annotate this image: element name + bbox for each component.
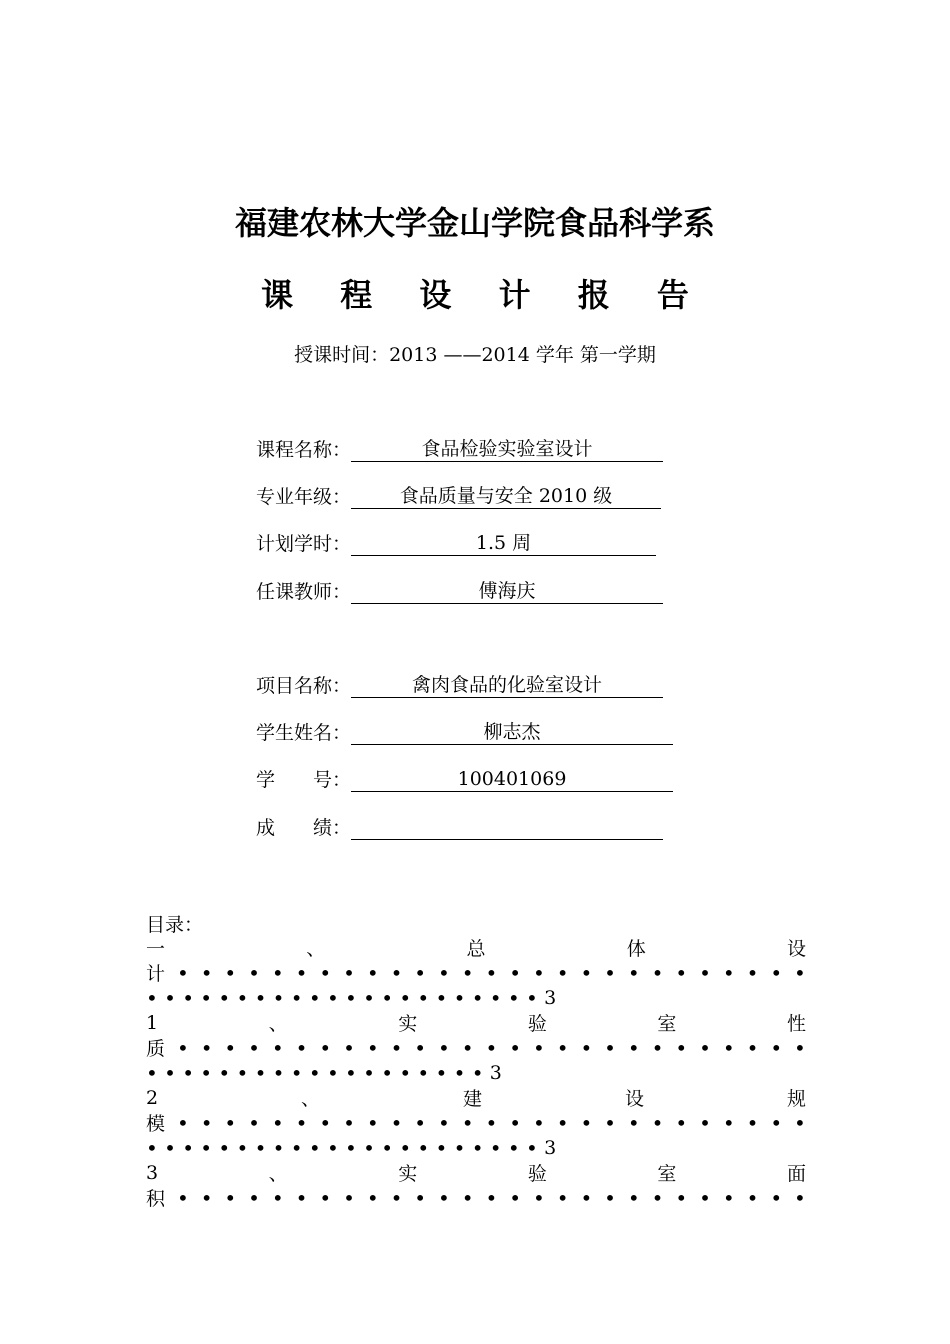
leader-dot: •: [295, 1035, 308, 1060]
toc-char: 质: [146, 1038, 166, 1060]
student-id-label: 学 号：: [256, 769, 352, 791]
term-line: 授课时间：2013 ——2014 学年 第一学期: [294, 344, 656, 366]
toc-char: 模: [146, 1113, 166, 1135]
leader-dot: •: [532, 1110, 545, 1135]
toc-char: 设: [624, 1088, 644, 1110]
leader-dot: •: [295, 960, 308, 985]
toc-char: 验: [527, 1163, 547, 1185]
leader-dot: •: [218, 1060, 231, 1085]
teacher-label: 任课教师：: [256, 581, 352, 603]
toc-char: 、: [268, 1163, 288, 1185]
leader-dot: •: [414, 960, 427, 985]
leader-dot: •: [200, 1060, 213, 1085]
leader-dot: •: [722, 1185, 735, 1210]
leader-dot: •: [580, 960, 593, 985]
leader-dot: •: [509, 1035, 522, 1060]
leader-dot: •: [770, 960, 783, 985]
student-id-value: 100401069: [351, 767, 673, 792]
leader-dot: •: [366, 1035, 379, 1060]
leader-dot: •: [218, 985, 231, 1010]
leader-dot: •: [556, 1035, 569, 1060]
leader-dot: •: [271, 1035, 284, 1060]
toc-page-number: 3: [544, 986, 557, 1009]
leader-dot: •: [699, 1110, 711, 1135]
leader-dot: •: [200, 1185, 213, 1210]
toc-char: 总: [466, 938, 486, 960]
hours-value: 1.5 周: [351, 531, 656, 556]
institution-title: 福建农林大学金山学院食品科学系: [234, 204, 715, 242]
project-label: 项目名称：: [256, 675, 352, 697]
leader-dot: •: [722, 1035, 735, 1060]
leader-dot: •: [176, 1110, 189, 1135]
toc-item1-line2: [146, 960, 806, 985]
major-value: 食品质量与安全 2010 级: [351, 484, 661, 509]
leader-dot: •: [438, 1185, 450, 1210]
leader-dot: •: [471, 1135, 484, 1160]
leader-dot: •: [272, 985, 285, 1010]
leader-dot: •: [176, 1035, 189, 1060]
leader-dot: •: [254, 1135, 267, 1160]
leader-dot: •: [414, 1110, 427, 1135]
leader-dot: •: [200, 1135, 213, 1160]
leader-dot: •: [651, 960, 664, 985]
leader-dot: •: [343, 1035, 355, 1060]
leader-dot: •: [438, 1035, 450, 1060]
leader-dot: •: [200, 1110, 213, 1135]
leader-dot: •: [438, 1110, 450, 1135]
leader-dot: •: [580, 1185, 593, 1210]
leader-dot: •: [532, 1035, 545, 1060]
leader-dot: •: [248, 1035, 260, 1060]
leader-dot: •: [345, 985, 357, 1010]
leader-dot: •: [794, 1110, 806, 1135]
leader-dot: •: [390, 1185, 403, 1210]
leader-dot: •: [675, 1110, 688, 1135]
leader-dot: •: [176, 960, 189, 985]
toc-char: 计: [146, 963, 166, 985]
leader-dot: •: [381, 985, 394, 1010]
leader-dot: •: [399, 1060, 412, 1085]
leader-dot: •: [746, 960, 759, 985]
leader-dot: •: [224, 1185, 237, 1210]
leader-dot: •: [770, 1110, 783, 1135]
leader-dot: •: [290, 1135, 303, 1160]
leader-dot: •: [417, 985, 430, 1010]
grade-field: [256, 812, 663, 840]
course-name-field: [256, 434, 663, 462]
report-title: 课 程 设 计 报 告: [261, 276, 707, 314]
leader-dot: •: [399, 1135, 412, 1160]
toc-char: 积: [146, 1188, 166, 1210]
leader-dot: •: [326, 1135, 339, 1160]
leader-dot: •: [675, 1185, 688, 1210]
leader-dot: •: [604, 1185, 616, 1210]
leader-dot: •: [164, 1060, 176, 1085]
toc-char: 、: [268, 1013, 288, 1035]
leader-dot: •: [366, 1110, 379, 1135]
teacher-field: [256, 576, 663, 604]
course-name-value: 食品检验实验室设计: [351, 437, 663, 462]
leader-dot: •: [319, 1185, 332, 1210]
toc-char: 1: [146, 1011, 159, 1034]
leader-dot: •: [627, 1035, 640, 1060]
leader-dot: •: [770, 1035, 783, 1060]
toc-char: 2: [146, 1086, 159, 1109]
leader-dot: •: [461, 1035, 474, 1060]
leader-dot: •: [746, 1110, 759, 1135]
leader-dot: •: [224, 1110, 237, 1135]
toc-item3-line2: [146, 1110, 806, 1135]
leader-dot: •: [248, 960, 260, 985]
leader-dot: •: [675, 960, 688, 985]
leader-dot: •: [435, 1135, 448, 1160]
hours-field: [256, 528, 656, 556]
toc-char: 实: [398, 1163, 418, 1185]
leader-dot: •: [651, 1185, 664, 1210]
toc-char: 验: [527, 1013, 547, 1035]
hours-label: 计划学时：: [256, 533, 352, 555]
project-value: 禽肉食品的化验室设计: [351, 673, 663, 698]
leader-dot: •: [699, 1035, 711, 1060]
leader-dot: •: [200, 960, 213, 985]
leader-dot: •: [295, 1185, 308, 1210]
toc-page-number: 3: [544, 1136, 557, 1159]
leader-dot: •: [461, 1185, 474, 1210]
leader-dot: •: [164, 985, 176, 1010]
toc-item4-line2: [146, 1185, 806, 1210]
toc-char: 面: [786, 1163, 806, 1185]
leader-dot: •: [381, 1135, 394, 1160]
leader-dot: •: [627, 1110, 640, 1135]
leader-dot: •: [236, 1060, 249, 1085]
course-name-label: 课程名称：: [256, 439, 352, 461]
leader-dot: •: [164, 1135, 176, 1160]
leader-dot: •: [485, 1185, 498, 1210]
leader-dot: •: [146, 1060, 158, 1085]
toc-item3-line3: [146, 1135, 806, 1160]
grade-label: 成 绩：: [256, 817, 352, 839]
toc-char: 设: [786, 938, 806, 960]
leader-dot: •: [182, 985, 194, 1010]
toc-char: 、: [306, 938, 326, 960]
leader-dot: •: [722, 960, 735, 985]
leader-dot: •: [146, 985, 158, 1010]
leader-dot: •: [363, 1060, 375, 1085]
toc-char: 、: [301, 1088, 321, 1110]
leader-dot: •: [390, 1035, 403, 1060]
leader-dot: •: [525, 1135, 538, 1160]
toc-char: 室: [657, 1163, 677, 1185]
teacher-value: 傅海庆: [351, 579, 663, 604]
leader-dot: •: [417, 1135, 430, 1160]
toc-item2-line2: [146, 1035, 806, 1060]
leader-dot: •: [366, 1185, 379, 1210]
major-field: [256, 481, 661, 509]
leader-dot: •: [604, 960, 616, 985]
leader-dot: •: [271, 1110, 284, 1135]
leader-dot: •: [435, 1060, 448, 1085]
leader-dot: •: [319, 960, 332, 985]
leader-dot: •: [345, 1135, 357, 1160]
leader-dot: •: [414, 1035, 427, 1060]
leader-dot: •: [556, 1110, 569, 1135]
leader-dot: •: [254, 985, 267, 1010]
student-field: [256, 717, 673, 745]
grade-value: [351, 815, 663, 840]
toc-item2-line3: [146, 1060, 806, 1085]
leader-dot: •: [746, 1185, 759, 1210]
leader-dot: •: [366, 960, 379, 985]
leader-dot: •: [326, 1060, 339, 1085]
leader-dot: •: [176, 1185, 189, 1210]
leader-dot: •: [224, 1035, 237, 1060]
leader-dot: •: [343, 960, 355, 985]
leader-dot: •: [580, 1035, 593, 1060]
leader-dot: •: [414, 1185, 427, 1210]
leader-dot: •: [435, 985, 448, 1010]
leader-dot: •: [461, 1110, 474, 1135]
leader-dot: •: [453, 1060, 466, 1085]
leader-dot: •: [509, 1185, 522, 1210]
leader-dot: •: [532, 960, 545, 985]
leader-dot: •: [218, 1135, 231, 1160]
leader-dot: •: [722, 1110, 735, 1135]
toc-item2-line1: [146, 1010, 806, 1035]
leader-dot: •: [438, 960, 450, 985]
leader-dot: •: [604, 1110, 616, 1135]
leader-dot: •: [224, 960, 237, 985]
project-field: [256, 670, 663, 698]
leader-dot: •: [489, 985, 502, 1010]
leader-dot: •: [489, 1135, 502, 1160]
leader-dot: •: [271, 960, 284, 985]
leader-dot: •: [295, 1110, 308, 1135]
leader-dot: •: [525, 985, 538, 1010]
leader-dot: •: [507, 1135, 520, 1160]
leader-dot: •: [248, 1185, 260, 1210]
leader-dot: •: [146, 1135, 158, 1160]
student-value: 柳志杰: [351, 720, 673, 745]
leader-dot: •: [699, 1185, 711, 1210]
leader-dot: •: [254, 1060, 267, 1085]
leader-dot: •: [308, 1060, 321, 1085]
leader-dot: •: [485, 1110, 498, 1135]
leader-dot: •: [319, 1110, 332, 1135]
leader-dot: •: [308, 1135, 321, 1160]
toc-char: 性: [786, 1013, 806, 1035]
leader-dot: •: [399, 985, 412, 1010]
leader-dot: •: [770, 1185, 783, 1210]
toc-char: 一: [146, 938, 166, 960]
leader-dot: •: [580, 1110, 593, 1135]
toc-char: 室: [657, 1013, 677, 1035]
leader-dot: •: [675, 1035, 688, 1060]
student-label: 学生姓名：: [256, 722, 352, 744]
leader-dot: •: [363, 1135, 375, 1160]
leader-dot: •: [381, 1060, 394, 1085]
leader-dot: •: [604, 1035, 616, 1060]
leader-dot: •: [485, 960, 498, 985]
leader-dot: •: [651, 1110, 664, 1135]
leader-dot: •: [182, 1135, 194, 1160]
toc-char: 建: [463, 1088, 483, 1110]
leader-dot: •: [236, 1135, 249, 1160]
leader-dot: •: [308, 985, 321, 1010]
student-id-field: [256, 764, 673, 792]
leader-dot: •: [509, 960, 522, 985]
leader-dot: •: [794, 1035, 806, 1060]
leader-dot: •: [290, 1060, 303, 1085]
leader-dot: •: [651, 1035, 664, 1060]
leader-dot: •: [794, 1185, 806, 1210]
toc-title: 目录：: [146, 914, 204, 936]
toc-char: 体: [626, 938, 646, 960]
leader-dot: •: [236, 985, 249, 1010]
leader-dot: •: [461, 960, 474, 985]
leader-dot: •: [699, 960, 711, 985]
leader-dot: •: [271, 1185, 284, 1210]
leader-dot: •: [509, 1110, 522, 1135]
leader-dot: •: [200, 1035, 213, 1060]
leader-dot: •: [390, 960, 403, 985]
leader-dot: •: [471, 985, 484, 1010]
leader-dot: •: [343, 1110, 355, 1135]
toc-char: 3: [146, 1161, 159, 1184]
leader-dot: •: [746, 1035, 759, 1060]
leader-dot: •: [182, 1060, 194, 1085]
toc-item1-line1: [146, 935, 806, 960]
leader-dot: •: [556, 960, 569, 985]
leader-dot: •: [471, 1060, 484, 1085]
leader-dot: •: [319, 1035, 332, 1060]
leader-dot: •: [248, 1110, 260, 1135]
toc-char: 规: [786, 1088, 806, 1110]
leader-dot: •: [556, 1185, 569, 1210]
leader-dot: •: [290, 985, 303, 1010]
leader-dot: •: [417, 1060, 430, 1085]
leader-dot: •: [507, 985, 520, 1010]
toc-item1-line3: [146, 985, 806, 1010]
leader-dot: •: [532, 1185, 545, 1210]
leader-dot: •: [627, 1185, 640, 1210]
leader-dot: •: [272, 1060, 285, 1085]
leader-dot: •: [453, 1135, 466, 1160]
leader-dot: •: [363, 985, 375, 1010]
leader-dot: •: [272, 1135, 285, 1160]
leader-dot: •: [794, 960, 806, 985]
leader-dot: •: [390, 1110, 403, 1135]
leader-dot: •: [326, 985, 339, 1010]
leader-dot: •: [453, 985, 466, 1010]
toc-item4-line1: [146, 1160, 806, 1185]
major-label: 专业年级：: [256, 486, 352, 508]
toc-page-number: 3: [489, 1061, 502, 1084]
leader-dot: •: [343, 1185, 355, 1210]
leader-dot: •: [627, 960, 640, 985]
leader-dot: •: [345, 1060, 357, 1085]
leader-dot: •: [200, 985, 213, 1010]
toc-char: 实: [398, 1013, 418, 1035]
toc-item3-line1: [146, 1085, 806, 1110]
leader-dot: •: [485, 1035, 498, 1060]
